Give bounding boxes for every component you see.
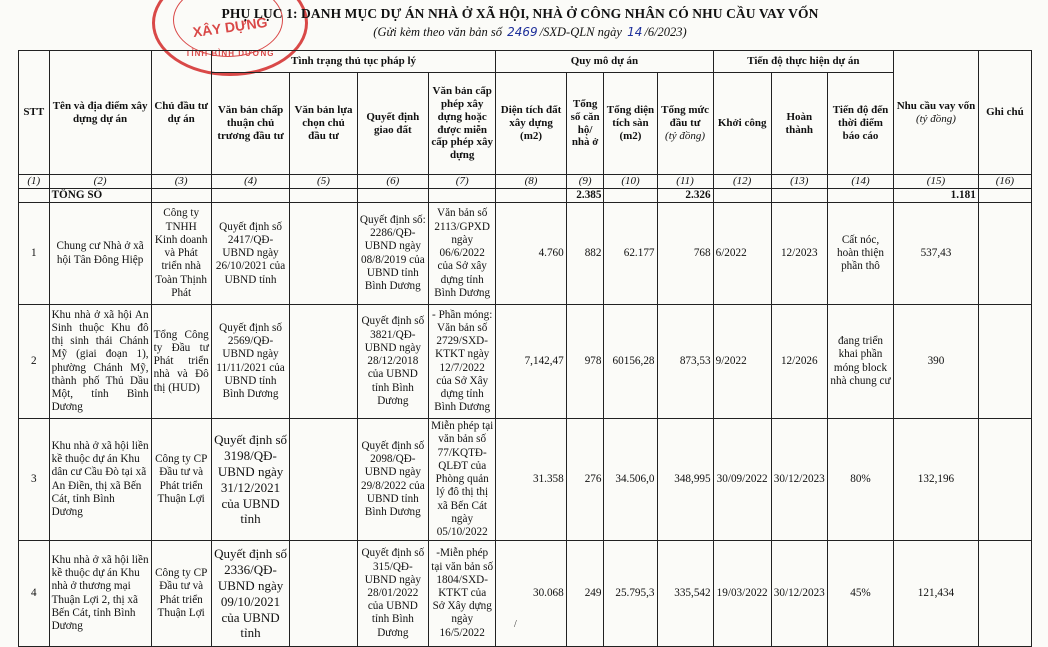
row-approval: Quyết định số 2336/QĐ-UBND ngày 09/10/2021 của UBND tỉnh: [211, 541, 290, 647]
row-stt: 4: [19, 541, 50, 647]
row-finish: 12/2026: [771, 305, 827, 419]
row-permit: Miễn phép tại văn bản số 77/KQTĐ-QLĐT của Phòng quản lý đô thị thị xã Bến Cát ngày 05/10/2022: [429, 419, 496, 541]
header-stt: STT: [19, 51, 50, 175]
page-mark: /: [514, 619, 517, 630]
col-number: (1): [19, 175, 50, 189]
header-invest-main: Tổng mức đầu tư: [661, 104, 709, 130]
col-number: (11): [657, 175, 713, 189]
row-units: 276: [566, 419, 604, 541]
row-loan: 132,196: [894, 419, 979, 541]
page-title: PHỤ LỤC 1: DANH MỤC DỰ ÁN NHÀ Ở XÃ HỘI, NHÀ Ở CÔNG NHÂN CÓ NHU CẦU VAY VỐN: [221, 6, 819, 21]
row-approval: Quyết định số 3198/QĐ-UBND ngày 31/12/2021 của UBND tỉnh: [211, 419, 290, 541]
row-area: 7,142,47: [496, 305, 566, 419]
header-approval: Văn bản chấp thuận chủ trương đầu tư: [211, 73, 290, 175]
row-permit: Văn bản số 2113/GPXD ngày 06/6/2022 của Sở xây dựng tỉnh Bình Dương: [429, 203, 496, 305]
col-number: (16): [978, 175, 1031, 189]
header-loan-unit: (tỷ đồng): [915, 112, 956, 125]
row-floor: 25.795,3: [604, 541, 657, 647]
col-number: (3): [151, 175, 211, 189]
header-loan: [894, 51, 979, 175]
total-row: [19, 188, 1032, 202]
project-table: [18, 50, 1032, 647]
col-number: (8): [496, 175, 566, 189]
header-scale-group: Quy mô dự án: [496, 51, 713, 73]
table-row: [19, 305, 1032, 419]
row-finish: 12/2023: [771, 203, 827, 305]
row-selection: [290, 541, 357, 647]
row-loan: 537,43: [894, 203, 979, 305]
row-permit: -Miễn phép tại văn bản số 1804/SXD-KTKT của Sở Xây dựng ngày 16/5/2022: [429, 541, 496, 647]
row-invest: 335,542: [657, 541, 713, 647]
row-loan: 390: [894, 305, 979, 419]
row-floor: 62.177: [604, 203, 657, 305]
row-finish: 30/12/2023: [771, 541, 827, 647]
col-number: (5): [290, 175, 357, 189]
row-area: 30.068: [496, 541, 566, 647]
header-start: Khởi công: [713, 73, 771, 175]
header-name: Tên và địa điểm xây dựng dự án: [49, 51, 151, 175]
row-approval: Quyết định số 2417/QĐ-UBND ngày 26/10/2021 của UBND tỉnh: [211, 203, 290, 305]
col-number: (4): [211, 175, 290, 189]
row-permit: - Phần móng: Văn bản số 2729/SXD-KTKT ngày 12/7/2022 của Sở Xây dựng tỉnh Bình Dương: [429, 305, 496, 419]
total-invest: 2.326: [657, 188, 713, 202]
col-number: (7): [429, 175, 496, 189]
row-units: 249: [566, 541, 604, 647]
row-selection: [290, 203, 357, 305]
subtitle-suffix: /6/2023): [644, 25, 687, 39]
header-progress-group: Tiến độ thực hiện dự án: [713, 51, 894, 73]
header-finish: Hoàn thành: [771, 73, 827, 175]
row-progress: 80%: [827, 419, 893, 541]
row-note: [978, 419, 1031, 541]
handwritten-doc-number: 2469: [507, 25, 538, 39]
table-row: [19, 541, 1032, 647]
row-stt: 1: [19, 203, 50, 305]
col-number: (2): [49, 175, 151, 189]
row-start: 19/03/2022: [713, 541, 771, 647]
col-number: (10): [604, 175, 657, 189]
col-number: (14): [827, 175, 893, 189]
row-progress: đang triển khai phần móng block nhà chung cư: [827, 305, 893, 419]
row-note: [978, 305, 1031, 419]
row-name: Khu nhà ở xã hội An Sinh thuộc Khu đô thị sinh thái Chánh Mỹ (giai đoạn 1), phường Chánh Mỹ, thành phố Thủ Dầu Một, tỉnh Bình Dương: [49, 305, 151, 419]
header-loan-main: Nhu cầu vay vốn: [896, 99, 976, 112]
stamp-rim-text: TỈNH BÌNH DƯƠNG: [185, 49, 275, 58]
row-investor: Tổng Công ty Đầu tư Phát triển nhà và Đô thị (HUD): [151, 305, 211, 419]
row-invest: 768: [657, 203, 713, 305]
row-start: 6/2022: [713, 203, 771, 305]
row-area: 4.760: [496, 203, 566, 305]
row-land: Quyết định số: 2286/QĐ-UBND ngày 08/8/2019 của UBND tỉnh Bình Dương: [357, 203, 428, 305]
header-progress: Tiến độ đến thời điểm báo cáo: [827, 73, 893, 175]
row-selection: [290, 419, 357, 541]
row-invest: 348,995: [657, 419, 713, 541]
row-stt: 2: [19, 305, 50, 419]
row-units: 978: [566, 305, 604, 419]
header-land: Quyết định giao đất: [357, 73, 428, 175]
row-units: 882: [566, 203, 604, 305]
header-legal-group: Tình trạng thủ tục pháp lý: [211, 51, 496, 73]
header-floor: Tổng diện tích sàn (m2): [604, 73, 657, 175]
row-name: Chung cư Nhà ở xã hội Tân Đông Hiệp: [49, 203, 151, 305]
row-land: Quyết định số 2098/QĐ-UBND ngày 29/8/2022 của UBND tỉnh Bình Dương: [357, 419, 428, 541]
table-row: [19, 203, 1032, 305]
subtitle-prefix: (Gửi kèm theo văn bản số: [373, 25, 502, 39]
col-number: (9): [566, 175, 604, 189]
table-row: [19, 419, 1032, 541]
handwritten-day: 14: [627, 25, 643, 39]
row-selection: [290, 305, 357, 419]
col-number: (6): [357, 175, 428, 189]
total-loan: 1.181: [894, 188, 979, 202]
row-loan: 121,434: [894, 541, 979, 647]
stamp-text: XÂY DỰNG: [191, 13, 269, 41]
row-note: [978, 541, 1031, 647]
total-units: 2.385: [566, 188, 604, 202]
row-approval: Quyết định số 2569/QĐ-UBND ngày 11/11/2021 của UBND tỉnh Bình Dương: [211, 305, 290, 419]
row-investor: Công ty CP Đầu tư và Phát triển Thuận Lợi: [151, 541, 211, 647]
header-units: Tổng số căn hộ/ nhà ở: [566, 73, 604, 175]
row-start: 30/09/2022: [713, 419, 771, 541]
row-land: Quyết định số 315/QĐ-UBND ngày 28/01/2022 của UBND tỉnh Bình Dương: [357, 541, 428, 647]
col-number: (15): [894, 175, 979, 189]
row-area: 31.358: [496, 419, 566, 541]
col-number: (12): [713, 175, 771, 189]
total-label: TỔNG SỐ: [49, 188, 151, 202]
row-land: Quyết định số 3821/QĐ-UBND ngày 28/12/2018 của UBND tỉnh Bình Dương: [357, 305, 428, 419]
header-invest-unit: (tỷ đồng): [665, 129, 706, 142]
row-note: [978, 203, 1031, 305]
row-name: Khu nhà ở xã hội liền kề thuộc dự án Khu dân cư Cầu Đò tại xã An Điền, thị xã Bến Cát, tỉnh Bình Dương: [49, 419, 151, 541]
row-invest: 873,53: [657, 305, 713, 419]
row-investor: Công ty TNHH Kinh doanh và Phát triển nhà Toàn Thịnh Phát: [151, 203, 211, 305]
row-progress: 45%: [827, 541, 893, 647]
header-area: Diện tích đất xây dựng (m2): [496, 73, 566, 175]
header-invest: [657, 73, 713, 175]
page-subtitle: [300, 25, 760, 40]
row-start: 9/2022: [713, 305, 771, 419]
row-investor: Công ty CP Đầu tư và Phát triển Thuận Lợi: [151, 419, 211, 541]
row-progress: Cất nóc, hoàn thiện phần thô: [827, 203, 893, 305]
row-name: Khu nhà ở xã hội liền kề thuộc dự án Khu nhà ở thương mại Thuận Lợi 2, thị xã Bến Cát, tỉnh Bình Dương: [49, 541, 151, 647]
subtitle-middle: /SXD-QLN ngày: [539, 25, 622, 39]
col-number: (13): [771, 175, 827, 189]
row-stt: 3: [19, 419, 50, 541]
row-finish: 30/12/2023: [771, 419, 827, 541]
header-investor: Chủ đầu tư dự án: [151, 51, 211, 175]
row-floor: 60156,28: [604, 305, 657, 419]
row-floor: 34.506,0: [604, 419, 657, 541]
header-note: Ghi chú: [978, 51, 1031, 175]
header-permit: Văn bản cấp phép xây dựng hoặc được miễn cấp phép xây dựng: [429, 73, 496, 175]
column-number-row: [19, 175, 1032, 189]
header-selection: Văn bản lựa chọn chủ đầu tư: [290, 73, 357, 175]
